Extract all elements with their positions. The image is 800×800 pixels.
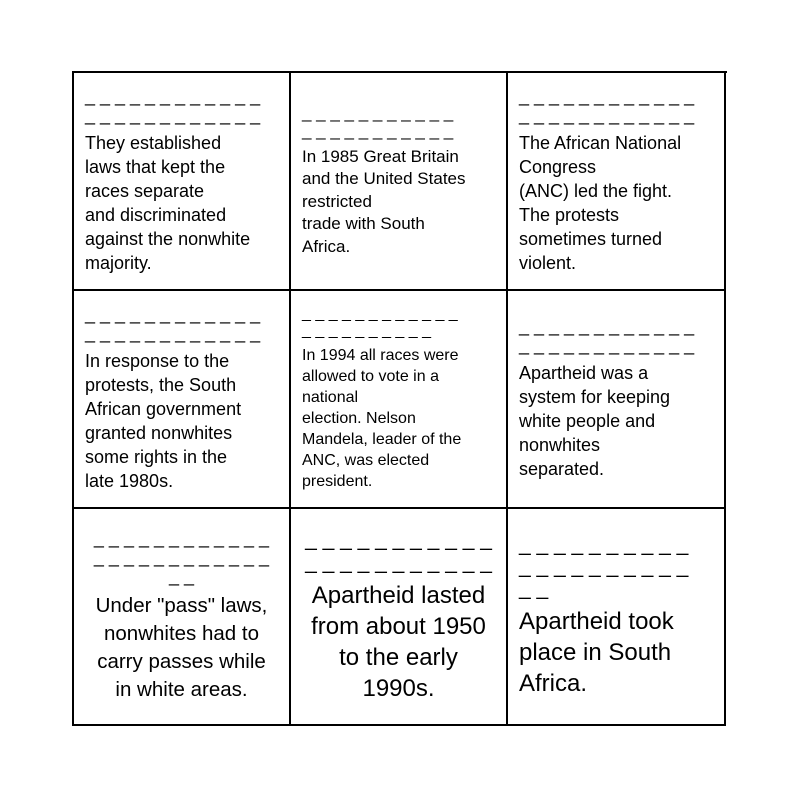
answer-blank: _ _ _ _ _ _ _ _ _ _ _ _ _ _ _ _ _ _ _ _ _ _ _ _ <box>85 304 261 343</box>
answer-blank: _ _ _ _ _ _ _ _ _ _ _ _ _ _ _ _ _ _ _ _ _ _ <box>302 102 454 140</box>
bingo-cell-5 <box>291 291 508 509</box>
bingo-cell-3 <box>508 73 726 291</box>
bingo-cell-1 <box>74 73 291 291</box>
clue-text: The African National Congress (ANC) led the fight. The protests sometimes turned violent. <box>519 132 682 273</box>
bingo-cell-9 <box>508 509 726 726</box>
clue-text: In response to the protests, the South African government granted nonwhites some rights in the late 1980s. <box>85 350 242 491</box>
bingo-card-grid <box>72 71 727 726</box>
bingo-cell-2 <box>291 73 508 291</box>
clue-text: Apartheid lasted from about 1950 to the early 1990s. <box>311 581 486 702</box>
bingo-cell-4 <box>74 291 291 509</box>
answer-blank: _ _ _ _ _ _ _ _ _ _ _ _ _ _ _ _ _ _ _ _ _ _ _ _ <box>85 86 261 125</box>
bingo-cell-7 <box>74 509 291 726</box>
clue-text: They established laws that kept the races separate and discriminated against the nonwhite majority. <box>85 132 251 273</box>
answer-blank: _ _ _ _ _ _ _ _ _ _ _ _ _ _ _ _ _ _ _ _ _ _ _ _ <box>519 316 695 355</box>
clue-text: Apartheid took place in South Africa. <box>519 608 674 698</box>
answer-blank: _ _ _ _ _ _ _ _ _ _ _ _ _ _ _ _ _ _ _ _ _ _ _ _ _ _ <box>93 528 270 586</box>
answer-blank: _ _ _ _ _ _ _ _ _ _ _ _ _ _ _ _ _ _ _ _ _ _ _ _ <box>519 86 695 125</box>
answer-blank: _ _ _ _ _ _ _ _ _ _ _ _ _ _ _ _ _ _ _ _ _ _ <box>519 532 689 601</box>
answer-blank: _ _ _ _ _ _ _ _ _ _ _ _ _ _ _ _ _ _ _ _ _ _ <box>302 304 458 339</box>
answer-blank: _ _ _ _ _ _ _ _ _ _ _ _ _ _ _ _ _ _ _ _ _ _ <box>305 528 492 574</box>
clue-text: Apartheid was a system for keeping white people and nonwhites separated. <box>519 362 671 479</box>
bingo-cell-6 <box>508 291 726 509</box>
bingo-cell-8 <box>291 509 508 726</box>
clue-text: In 1985 Great Britain and the United States restricted trade with South Africa. <box>302 146 466 256</box>
clue-text: Under "pass" laws, nonwhites had to carry passes while in white areas. <box>95 593 268 701</box>
clue-text: In 1994 all races were allowed to vote in a national election. Nelson Mandela, leader of the ANC, was elected president. <box>302 347 462 491</box>
